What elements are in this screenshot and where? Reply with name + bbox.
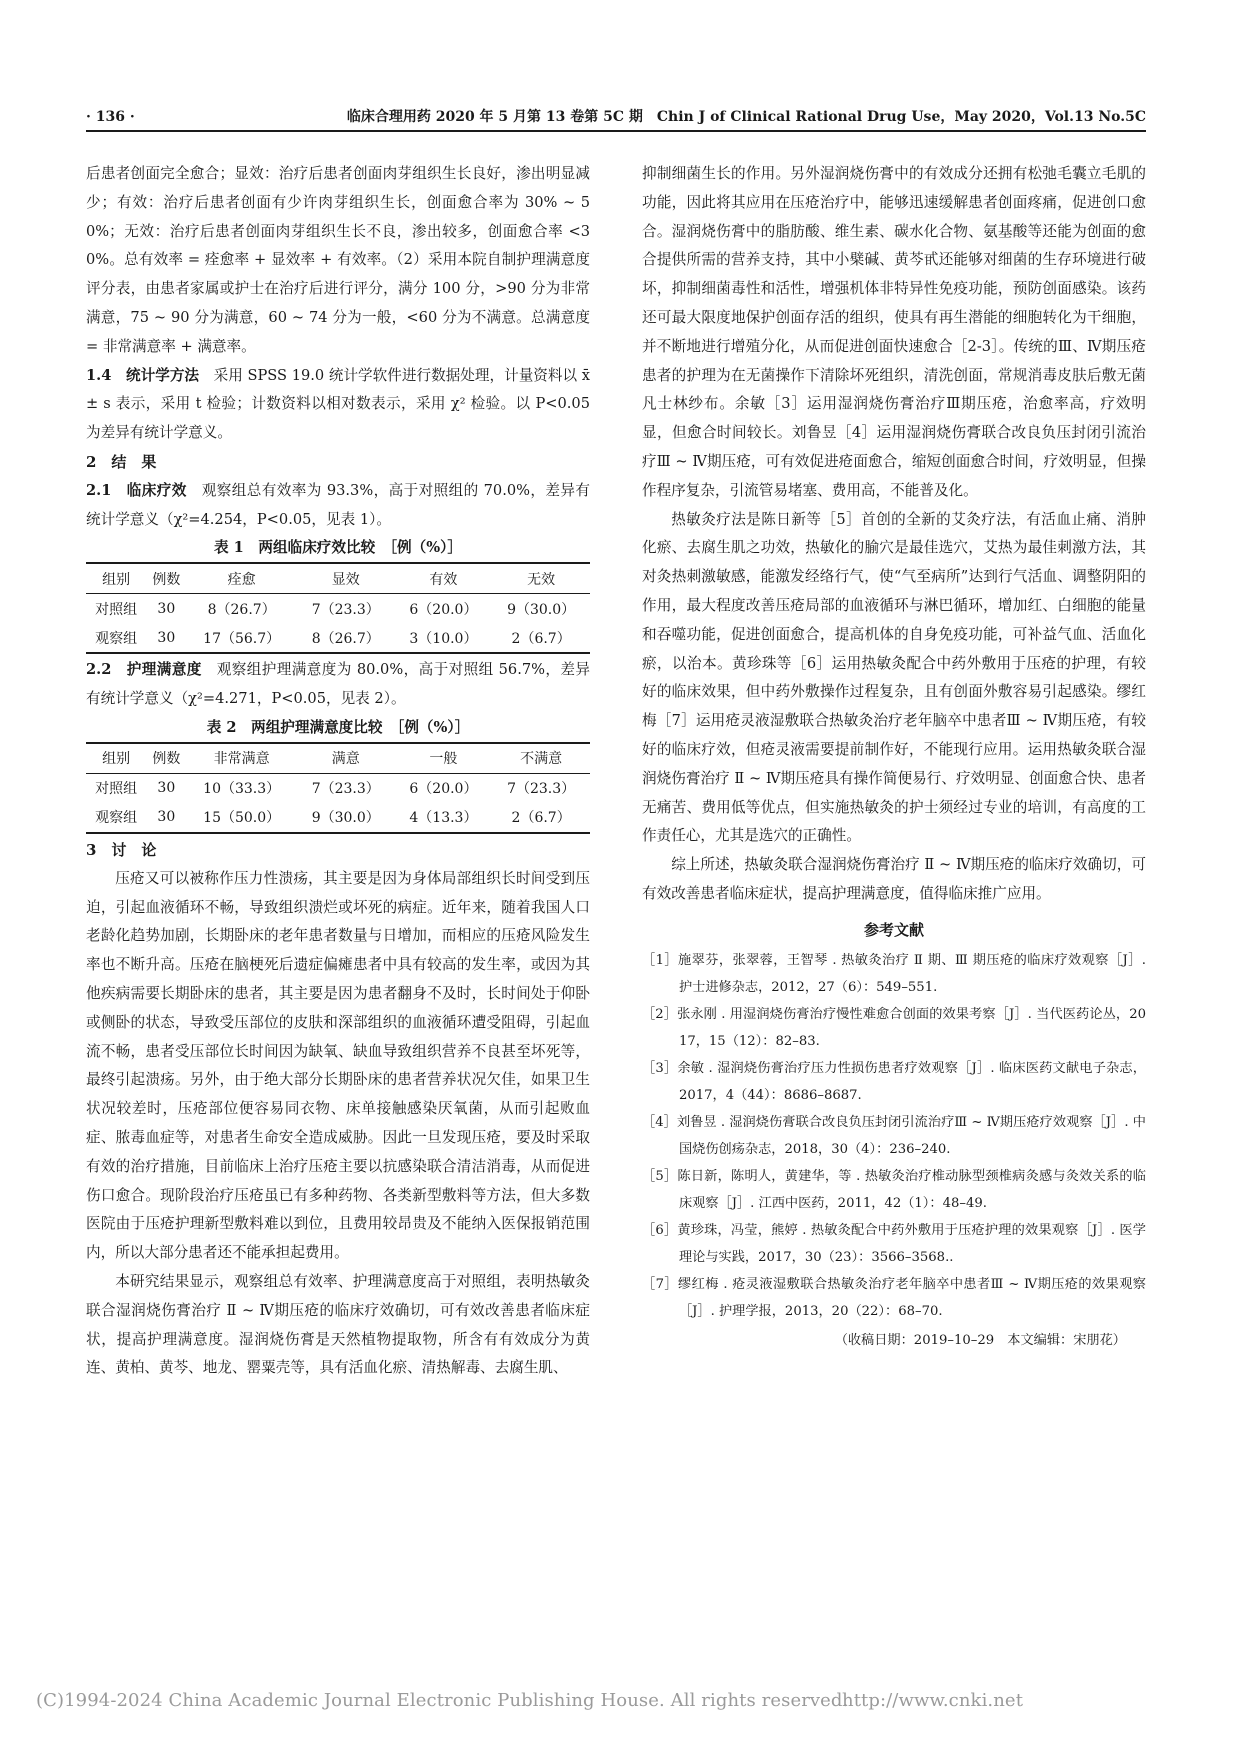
table-cell: 4（13.3）: [395, 803, 493, 833]
section-3-title: 3 讨 论: [86, 840, 157, 859]
copyright-footer: [36, 1690, 1216, 1716]
table-cell: 对照组: [95, 781, 138, 798]
table-cell: 观察组: [86, 623, 146, 653]
table-cell: 10（33.3）: [203, 781, 281, 798]
section-1-4-title: 1.4 统计学方法: [86, 366, 200, 384]
table-row: [86, 594, 590, 624]
table-header-cell: 满意: [297, 743, 395, 774]
table-cell: 2（6.7）: [492, 623, 590, 653]
table-cell: 15（50.0）: [186, 803, 296, 833]
table-header-row: [86, 743, 590, 774]
journal-citation: 临床合理用药 2020 年 5 月第 13 卷第 5C 期 Chin J of Clinical Rational Drug Use，May 2020，Vol.13 No.5C: [346, 109, 1146, 125]
discussion-paragraph-3: 抑制细菌生长的作用。另外湿润烧伤膏中的有效成分还拥有松弛毛囊立毛肌的功能，因此将其应用在压疮治疗中，能够迅速缓解患者创面疼痛，促进创口愈合。湿润烧伤膏中的脂肪酸、维生素、碳水化合物、氨基酸等还能为创面的愈合提供所需的营养支持，其中小檗碱、黄芩甙还能够对细菌的生存环境进行破坏，抑制细菌毒性和活性，增强机体非特异性免疫功能，预防创面感染。该药还可最大限度地保护创面存活的组织，使具有再生潜能的细胞转化为干细胞，并不断地进行增殖分化，从而促进创面快速愈合［2-3］。传统的Ⅲ、Ⅳ期压疮患者的护理为在无菌操作下清除坏死组织，清洗创面，常规消毒皮肤后敷无菌凡士林纱布。余敏［3］运用湿润烧伤膏治疗Ⅲ期压疮，治愈率高，疗效明显，但愈合时间较长。刘鲁昱［4］运用湿润烧伤膏联合改良负压封闭引流治疗Ⅲ ~ Ⅳ期压疮，可有效促进疮面愈合，缩短创面愈合时间，疗效明显，但操作程序复杂，引流管易堵塞、费用高，不能普及化。: [642, 165, 1146, 499]
table-cell: 8（26.7）: [297, 623, 395, 653]
table-cell: 3（10.0）: [395, 623, 493, 653]
table-cell: 9（30.0）: [507, 601, 576, 618]
table-header-cell: 不满意: [492, 743, 590, 774]
table-2: [86, 742, 590, 834]
reference-item: ［7］缪红梅 . 疮灵液湿敷联合热敏灸治疗老年脑卒中患者Ⅲ ~ Ⅳ期压疮的效果观察［J］. 护理学报，2013，20（22）：68–70.: [642, 1276, 1146, 1319]
table-header-cell: 一般: [395, 743, 493, 774]
running-header: [86, 104, 1146, 130]
statistics-body: 采用 SPSS 19.0 统计学软件进行数据处理，计量资料以 x̄ ± s 表示，采用 t 检验；计数资料以相对数表示，采用 χ² 检验。以 P<0.05 为差异有统计学意义。: [86, 366, 590, 442]
table-header-cell: 无效: [492, 563, 590, 594]
reference-item: ［4］刘鲁昱 . 湿润烧伤膏联合改良负压封闭引流治疗Ⅲ ~ Ⅳ期压疮疗效观察［J］. 中国烧伤创疡杂志，2018，30（4）：236–240.: [642, 1114, 1146, 1157]
cnki-url-link[interactable]: http://www.cnki.net: [842, 1690, 1024, 1711]
copyright-text: (C)1994-2024 China Academic Journal Electronic Publishing House. All rights reserved.: [36, 1690, 849, 1711]
section-2-1-title: 2.1 临床疗效: [86, 481, 187, 499]
table-cell: 30: [146, 803, 186, 833]
table-header-cell: 例数: [146, 563, 186, 594]
table-cell: 7（23.3）: [507, 781, 576, 798]
statistics-paragraph: [86, 362, 590, 448]
table-cell: 6（20.0）: [409, 781, 478, 798]
table-header-cell: 组别: [86, 743, 146, 774]
satisfaction-body: 观察组护理满意度为 80.0%，高于对照组 56.7%，差异有统计学意义（χ²=4.271，P<0.05，见表 2）。: [86, 661, 590, 708]
table-cell: 30: [157, 600, 176, 617]
table-header-cell: 有效: [395, 563, 493, 594]
conclusion-paragraph: 综上所述，热敏灸联合湿润烧伤膏治疗 Ⅱ ~ Ⅳ期压疮的临床疗效确切，可有效改善患者临床症状，提高护理满意度，值得临床推广应用。: [642, 856, 1146, 902]
table-1-caption: 表 1 两组临床疗效比较 ［例（%）］: [213, 539, 462, 557]
section-2-2-title: 2.2 护理满意度: [86, 661, 202, 679]
satisfaction-paragraph: [86, 656, 590, 714]
discussion-paragraph-2: 本研究结果显示，观察组总有效率、护理满意度高于对照组，表明热敏灸联合湿润烧伤膏治疗 Ⅱ ~ Ⅳ期压疮的临床疗效确切，可有效改善患者临床症状，提高护理满意度。湿润烧伤膏是天然植物提取物，所含有有效成分为黄连、黄柏、黄芩、地龙、罂粟壳等，具有活血化瘀、清热解毒、去腐生肌、: [86, 1272, 590, 1377]
table-header-cell: 痊愈: [186, 563, 296, 594]
table-cell: 对照组: [95, 601, 138, 618]
table-2-caption: 表 2 两组护理满意度比较 ［例（%）］: [206, 718, 470, 736]
table-cell: 6（20.0）: [409, 601, 478, 618]
table-row: [86, 773, 590, 803]
reference-item: ［3］余敏 . 湿润烧伤膏治疗压力性损伤患者疗效观察［J］. 临床医药文献电子杂志，2017，4（44）：8686–8687.: [642, 1060, 1146, 1103]
table-row: [86, 803, 590, 833]
table-1: [86, 562, 590, 654]
table-cell: 8（26.7）: [207, 601, 276, 618]
table-header-cell: 例数: [146, 743, 186, 774]
table-cell: 17（56.7）: [186, 623, 296, 653]
clinical-effect-paragraph: [86, 477, 590, 535]
table-header-row: [86, 563, 590, 594]
section-2-title: 2 结 果: [86, 452, 157, 471]
table-cell: 30: [157, 780, 176, 797]
table-header-cell: 组别: [86, 563, 146, 594]
discussion-paragraph-4: 热敏灸疗法是陈日新等［5］首创的全新的艾灸疗法，有活血止痛、消肿化瘀、去腐生肌之功效，热敏化的腧穴是最佳选穴，艾热为最佳刺激方法，其对灸热刺激敏感，能激发经络行气，使“气至病所”达到行气活血、调整阴阳的作用，最大程度改善压疮局部的血液循环与淋巴循环，增加红、白细胞的能量和吞噬功能，促进创面愈合，提高机体的自身免疫功能，可补益气血、活血化瘀，以治本。黄珍珠等［6］运用热敏灸配合中药外敷用于压疮的护理，有较好的临床效果，但中药外敷操作过程复杂，且有创面外敷容易引起感染。缪红梅［7］运用疮灵液湿敷联合热敏灸治疗老年脑卒中患者Ⅲ ~ Ⅳ期压疮，有较好的临床疗效，但疮灵液需要提前制作好，不能现行应用。运用热敏灸联合湿润烧伤膏治疗 Ⅱ ~ Ⅳ期压疮具有操作简便易行、疗效明显、创面愈合快、患者无痛苦、费用低等优点，但实施热敏灸的护士须经过专业的培训，有高度的工作责任心，尤其是选穴的正确性。: [642, 510, 1146, 845]
clinical-effect-body: 观察组总有效率为 93.3%，高于对照组的 70.0%，差异有统计学意义（χ²=4.254，P<0.05，见表 1）。: [86, 481, 590, 528]
discussion-paragraph-1: 压疮又可以被称作压力性溃疡，其主要是因为身体局部组织长时间受到压迫，引起血液循环不畅，导致组织溃烂或坏死的病症。近年来，随着我国人口老龄化趋势加剧，长期卧床的老年患者数量与日增加，而相应的压疮风险发生率也不断升高。压疮在脑梗死后遗症偏瘫患者中具有较高的发生率，或因为其他疾病需要长期卧床的患者，其主要是因为患者翻身不及时，长时间处于仰卧或侧卧的状态，导致受压部位的皮肤和深部组织的血液循环遭受阻碍，引起血流不畅，患者受压部位长时间因为缺氧、缺血导致组织营养不良甚至坏死等，最终引起溃疡。另外，由于绝大部分长期卧床的患者营养状况欠佳，如果卫生状况较差时，压疮部位便容易同衣物、床单接触感染厌氧菌，从而引起败血症、脓毒血症等，对患者生命安全造成威胁。因此一旦发现压疮，要及时采取有效的治疗措施，目前临床上治疗压疮主要以抗感染联合清洁消毒，从而促进伤口愈合。现阶段治疗压疮虽已有多种药物、各类新型敷料等方法，但大多数医院由于压疮护理新型敷料难以到位，且费用较昂贵及不能纳入医保报销范围内，所以大部分患者还不能承担起费用。: [86, 869, 590, 1262]
right-column: [642, 160, 1146, 1355]
page-number: · 136 ·: [86, 109, 135, 125]
reference-item: ［6］黄珍珠，冯莹，熊婷 . 热敏灸配合中药外敷用于压疮护理的效果观察［J］. 医学理论与实践，2017，30（23）：3566–3568..: [642, 1222, 1146, 1265]
references-title: 参考文献: [863, 920, 924, 939]
table-cell: 9（30.0）: [297, 803, 395, 833]
header-rule: [86, 130, 1146, 132]
received-date-note: （收稿日期：2019–10–29 本文编辑：宋朋花）: [834, 1332, 1126, 1348]
table-cell: 7（23.3）: [311, 601, 380, 618]
reference-item: ［1］施翠芬，张翠蓉，王智琴 . 热敏灸治疗 Ⅱ 期、Ⅲ 期压疮的临床疗效观察［J］. 护士进修杂志，2012，27（6）：549–551.: [642, 952, 1146, 995]
left-column: [86, 160, 590, 1383]
table-header-cell: 显效: [297, 563, 395, 594]
table-cell: 2（6.7）: [492, 803, 590, 833]
table-cell: 7（23.3）: [311, 781, 380, 798]
table-row: [86, 623, 590, 653]
table-header-cell: 非常满意: [186, 743, 296, 774]
table-cell: 观察组: [86, 803, 146, 833]
methods-criteria-paragraph: 后患者创面完全愈合；显效：治疗后患者创面肉芽组织生长良好，渗出明显减少；有效：治疗后患者创面有少许肉芽组织生长，创面愈合率为 30% ~ 50%；无效：治疗后患者创面肉芽组织生长不良，渗出较多，创面愈合率 <30%。总有效率 = 痊愈率 + 显效率 + 有效率。（2）采用本院自制护理满意度评分表，由患者家属或护士在治疗后进行评分，满分 100 分，>90 分为非常满意，75 ~ 90 分为满意，60 ~ 74 分为一般，<60 分为不满意。总满意度 = 非常满意率 + 满意率。: [86, 165, 590, 355]
table-cell: 30: [146, 623, 186, 653]
reference-item: ［2］张永刚 . 用湿润烧伤膏治疗慢性难愈合创面的效果考察［J］. 当代医药论丛，2017，15（12）：82–83.: [642, 1006, 1146, 1049]
reference-item: ［5］陈日新，陈明人，黄建华，等 . 热敏灸治疗椎动脉型颈椎病灸感与灸效关系的临床观察［J］. 江西中医药，2011，42（1）：48–49.: [642, 1168, 1146, 1211]
